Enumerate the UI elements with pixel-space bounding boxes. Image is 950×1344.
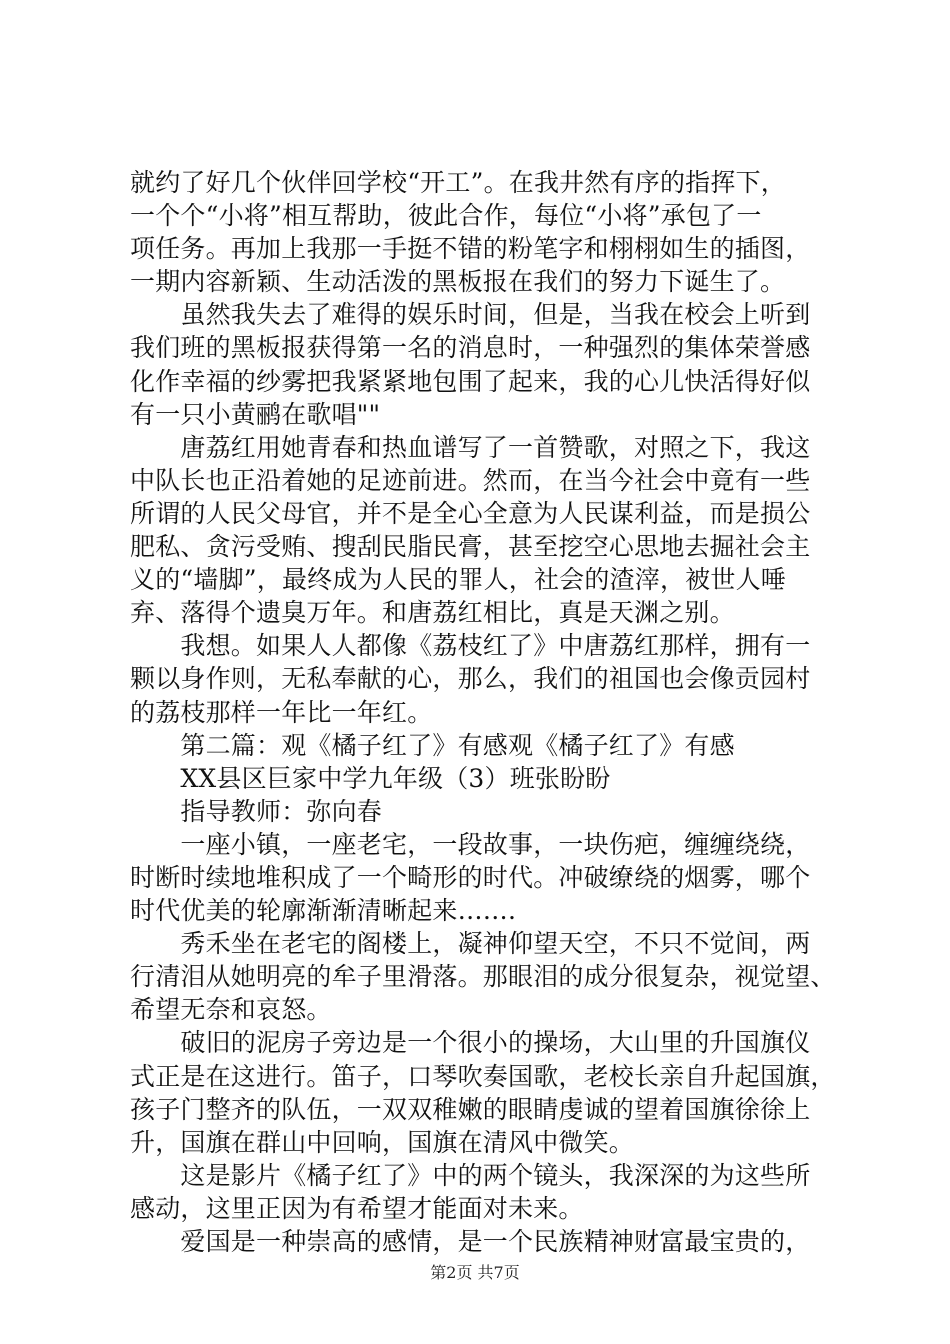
text-line: 升，国旗在群山中回响，国旗在清风中微笑。 bbox=[130, 1127, 635, 1157]
text-line: 时代优美的轮廓渐渐清晰起来……. bbox=[130, 896, 517, 926]
text-line: 秀禾坐在老宅的阁楼上，凝神仰望天空，不只不觉间，两 bbox=[130, 929, 811, 959]
text-line: 希望无奈和哀怒。 bbox=[130, 995, 332, 1025]
text-line: 有一只小黄鹂在歌唱"" bbox=[130, 399, 381, 429]
text-line: 项任务。再加上我那一手挺不错的粉笔字和栩栩如生的插图， bbox=[130, 234, 811, 264]
text-line: 虽然我失去了难得的娱乐时间，但是，当我在校会上听到 bbox=[130, 300, 811, 330]
text-line: 颗以身作则，无私奉献的心，那么，我们的祖国也会像贡园村 bbox=[130, 664, 811, 694]
text-line: 感动，这里正因为有希望才能面对未来。 bbox=[130, 1193, 584, 1223]
text-line: 我们班的黑板报获得第一名的消息时，一种强烈的集体荣誉感 bbox=[130, 333, 811, 363]
text-line: 一个个“小将”相互帮助，彼此合作，每位“小将”承包了一 bbox=[130, 201, 762, 231]
text-line: 破旧的泥房子旁边是一个很小的操场，大山里的升国旗仪 bbox=[130, 1028, 811, 1058]
text-line: 就约了好几个伙伴回学校“开工”。在我井然有序的指挥下， bbox=[130, 168, 786, 197]
text-line: 我想。如果人人都像《荔枝红了》中唐荔红那样，拥有一 bbox=[130, 631, 811, 661]
text-line: 的荔枝那样一年比一年红。 bbox=[130, 697, 433, 727]
text-line: 中队长也正沿着她的足迹前进。然而，在当今社会中竟有一些 bbox=[130, 465, 811, 495]
text-line: 肥私、贪污受贿、搜刮民脂民膏，甚至挖空心思地去掘社会主 bbox=[130, 532, 811, 562]
text-line: 式正是在这进行。笛子，口琴吹奏国歌，老校长亲自升起国旗， bbox=[130, 1061, 836, 1091]
text-line: 所谓的人民父母官，并不是全心全意为人民谋利益，而是损公 bbox=[130, 498, 811, 528]
text-line: XX县区巨家中学九年级（3）班张盼盼 bbox=[130, 763, 611, 793]
text-line: 唐荔红用她青春和热血谱写了一首赞歌，对照之下，我这 bbox=[130, 432, 811, 462]
document-body bbox=[130, 166, 836, 1258]
text-line: 这是影片《橘子红了》中的两个镜头，我深深的为这些所 bbox=[130, 1160, 811, 1190]
text-line: 指导教师：弥向春 bbox=[130, 796, 383, 826]
text-line: 义的“墙脚”，最终成为人民的罪人，社会的渣滓，被世人唾 bbox=[130, 565, 786, 595]
text-line: 时断时续地堆积成了一个畸形的时代。冲破缭绕的烟雾，哪个 bbox=[130, 862, 811, 892]
text-line: 一座小镇，一座老宅，一段故事，一块伤疤，缠缠绕绕， bbox=[130, 829, 811, 859]
text-line: 一期内容新颖、生动活泼的黑板报在我们的努力下诞生了。 bbox=[130, 267, 786, 297]
text-line: 化作幸福的纱雾把我紧紧地包围了起来，我的心儿快活得好似 bbox=[130, 366, 811, 396]
text-line: 爱国是一种崇高的感情，是一个民族精神财富最宝贵的， bbox=[130, 1227, 811, 1256]
text-line: 第二篇：观《橘子红了》有感观《橘子红了》有感 bbox=[130, 730, 735, 760]
text-line: 孩子门整齐的队伍，一双双稚嫩的眼睛虔诚的望着国旗徐徐上 bbox=[130, 1094, 811, 1124]
page-footer: 第2页 共7页 bbox=[430, 1263, 520, 1282]
text-line: 行清泪从她明亮的牟子里滑落。那眼泪的成分很复杂，视觉望、 bbox=[130, 962, 836, 992]
text-line: 弃、落得个遗臭万年。和唐荔红相比，真是天渊之别。 bbox=[130, 598, 735, 628]
